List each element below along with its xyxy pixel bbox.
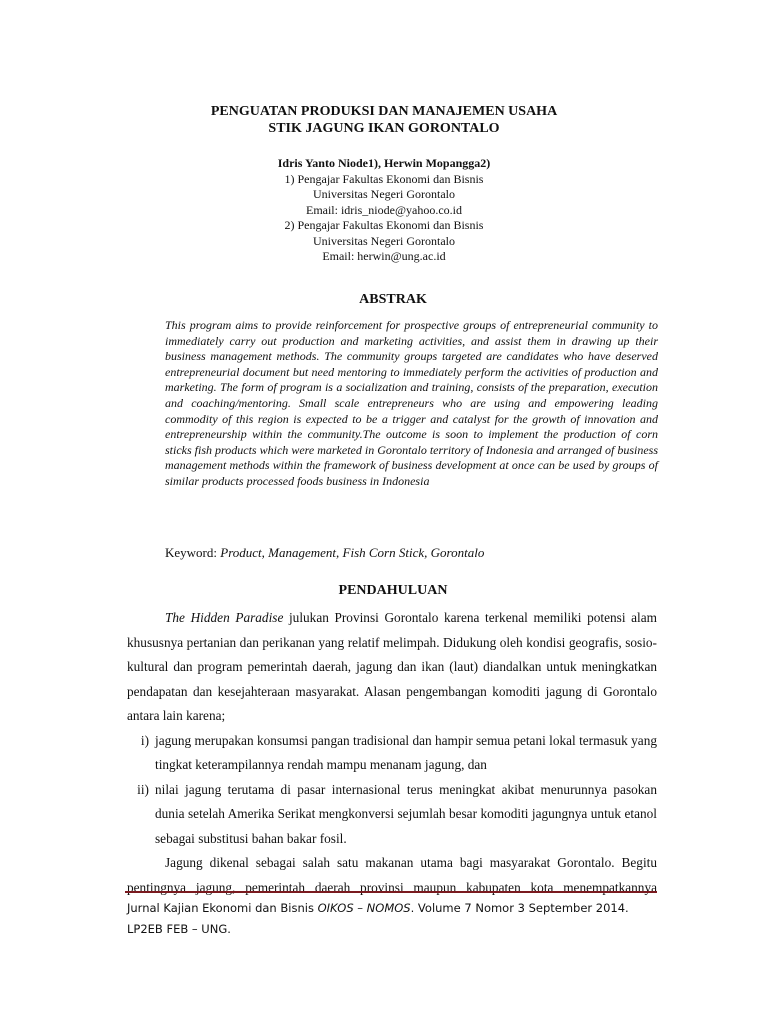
closing-paragraph: Jagung dikenal sebagai salah satu makanan utama bagi masyarakat Gorontalo. Begitu pentingnya jagung, pemerintah daerah provinsi maupun kabupaten kota menempatkannya [127,855,657,895]
footer-prefix: Jurnal Kajian Ekonomi dan Bisnis [127,901,318,915]
affiliation-line: 2) Pengajar Fakultas Ekonomi dan Bisnis [284,218,484,232]
list-text: nilai jagung terutama di pasar internasional terus meningkat akibat menurunnya pasokan dunia setelah Amerika Serikat mengkonversi sejumlah besar komoditi jagungnya untuk etanol sebagai substitusi bahan bakar fosil. [155,781,657,846]
paper-title [0,103,768,137]
section-heading: PENDAHULUAN [338,583,448,598]
abstract-text: This program aims to provide reinforcement for prospective groups of entrepreneurial community to immediately carry out production and marketing activities, and assist them in drawing up their business management methods. The community groups targeted are candidates who have deserved entrepreneurial document but need mentoring to immediately perform the activities of production and marketing. The form of program is a socialization and training, consists of the preparation, execution and coaching/mentoring. Small scale entrepreneurs who are using and empowering leading commodity of this region is expected to be a trigger and catalyst for the growth of innovation and entrepreneurship within the community.The outcome is soon to implement the production of corn sticks fish products which were marketed in Gorontalo territory of Indonesia and arranged of business management methods within the framework of business development at once can be used by groups of similar products processed foods business in Indonesia [165,318,658,488]
author-names: Idris Yanto Niode1), Herwin Mopangga2) [277,156,491,170]
author-block [0,156,768,265]
keyword-label: Keyword: [165,545,221,560]
list-number: i) [140,732,149,748]
title-line-2: STIK JAGUNG IKAN GORONTALO [268,121,500,136]
abstract-heading: ABSTRAK [359,292,427,307]
author-email: Email: idris_niode@yahoo.co.id [305,202,463,217]
list-item [127,778,657,852]
intro-paragraph [127,606,657,729]
keyword-list: Product, Management, Fish Corn Stick, Gorontalo [220,545,485,560]
list-item [127,729,657,778]
footer-suffix: . Volume 7 Nomor 3 September 2014. [410,901,629,915]
keywords-line [165,545,484,561]
author-email: Email: herwin@ung.ac.id [322,249,446,263]
intro-italic: The Hidden Paradise [165,610,284,625]
footer-line-2: LP2EB FEB – UNG. [127,922,231,936]
list-text: jagung merupakan konsumsi pangan tradisional dan hampir semua petani lokal termasuk yang tingkat keterampilannya rendah mampu menanam jagung, dan [155,732,657,772]
body-text [127,606,657,900]
footer-journal: OIKOS – NOMOS [317,901,411,915]
footer-line-1 [127,898,687,919]
list-number: ii) [137,781,149,797]
affiliation-line: Universitas Negeri Gorontalo [313,233,455,248]
affiliation-line: Universitas Negeri Gorontalo [313,187,455,201]
intro-rest: julukan Provinsi Gorontalo karena terkenal memiliki potensi alam khususnya pertanian dan perikanan yang relatif melimpah. Didukung oleh kondisi geografis, sosio-kultural dan program pemerintah daerah, jagung dan ikan (laut) diandalkan untuk meningkatkan pendapatan dan kesejahteraan masyarakat. Alasan pengembangan komoditi jagung di Gorontalo antara lain karena; [127,610,657,723]
affiliation-line: 1) Pengajar Fakultas Ekonomi dan Bisnis [284,171,484,186]
page-footer [127,898,687,940]
title-line-1: PENGUATAN PRODUKSI DAN MANAJEMEN USAHA [210,104,558,119]
footer-rule [125,891,657,893]
